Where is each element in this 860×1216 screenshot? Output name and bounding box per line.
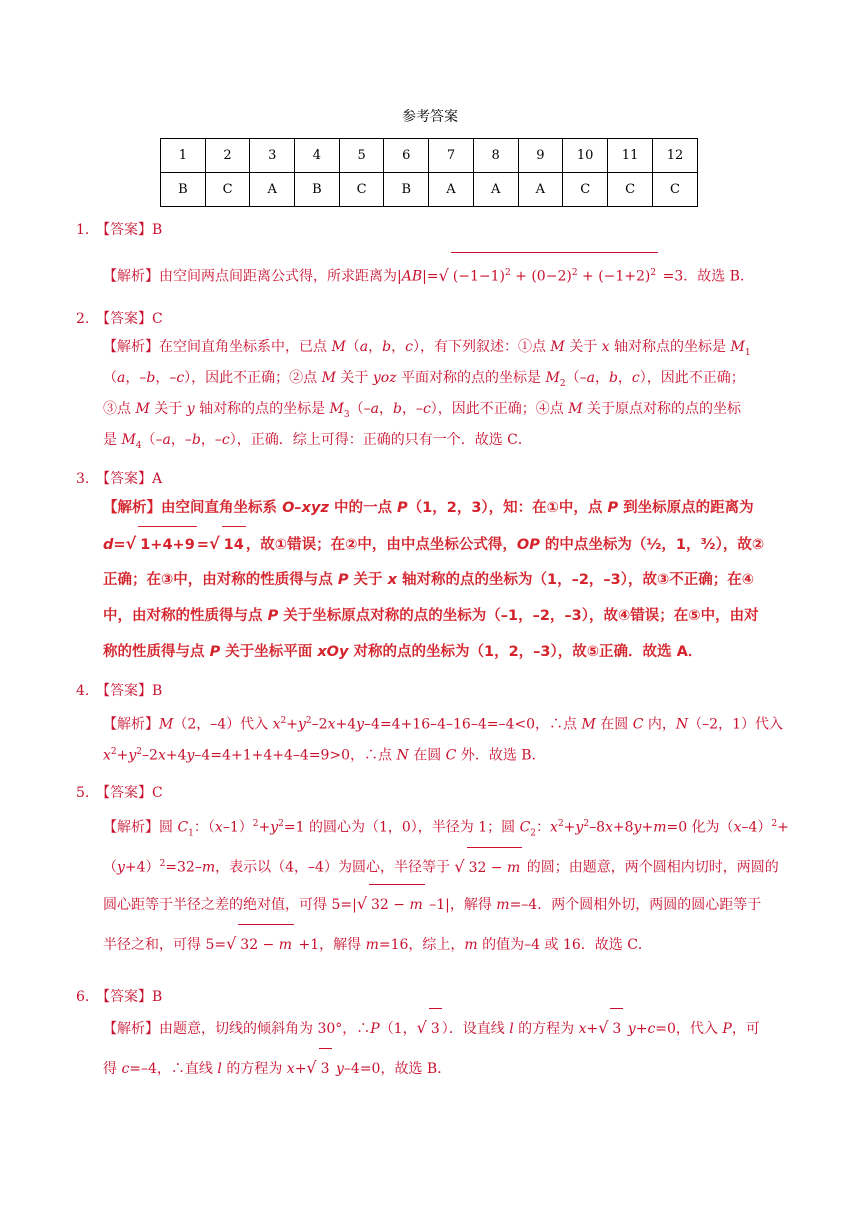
- table-row-answers: [161, 173, 698, 207]
- table-cell: 5: [339, 139, 384, 173]
- table-cell: B: [384, 173, 429, 207]
- item-number: 6.: [76, 989, 90, 1005]
- explanation-1: 【解析】由空间两点间距离公式得，所求距离为|AB|=√ $(-1-1)^2 + (0-2)^2 + (-1+2)^2 =3$．故选 B．: [103, 252, 793, 292]
- answer-6: [76, 986, 162, 1006]
- table-cell: 11: [608, 139, 653, 173]
- table-cell: C: [608, 173, 653, 207]
- answer-4: [76, 680, 162, 700]
- table-cell: 9: [518, 139, 563, 173]
- table-cell: A: [429, 173, 474, 207]
- explanation-3: 【解析】由空间直角坐标系 O–xyz 中的一点 P（1，2，3），知：在①中，点 P 到坐标原点的距离为 d=√ 1+4+9 =√ 14 ，故①错误；在②中，由中点坐标公式得，OP 的中点坐标为（½，1，³⁄₂），故② 正确；在③中，由对称的性质得与点 P 关于 x 轴对称的点的坐标为（1，–2，–3），故③不正确；在④ 中，由对称的性质得与点 P 关于坐标原点对称的点的坐标为（–1，–2，–3），故④错误；在⑤中，由对 称的性质得与点 P 关于坐标平面 xOy 对称的点的坐标为（1，2，–3），故⑤正确．故选 A．: [103, 490, 793, 670]
- answer-3: [76, 468, 162, 488]
- table-cell: B: [295, 173, 340, 207]
- table-cell: A: [518, 173, 563, 207]
- explanation-2: 【解析】在空间直角坐标系中，已点 M（a，b，c），有下列叙述：①点 M 关于 x 轴对称点的坐标是 $M_1$ （a，–b，–c），因此不正确；②点 M 关于 yoz 平面对称的点的坐标是 $M_2(-a$，b，c），因此不正确； ③点 M 关于 y 轴对称的点的坐标是 $M_3(-a$，b，–c），因此不正确；④点 M 关于原点对称的点的坐标 是 $M_4(-a$，–b，–c），正确．综上可得：正确的只有一个．故选 C．: [103, 339, 751, 451]
- answer-table: [160, 138, 698, 207]
- item-number: 5.: [76, 785, 90, 801]
- table-cell: C: [205, 173, 250, 207]
- answer-2: [76, 308, 163, 328]
- table-cell: 4: [295, 139, 340, 173]
- table-cell: C: [339, 173, 384, 207]
- table-row-numbers: [161, 139, 698, 173]
- table-cell: B: [161, 173, 206, 207]
- table-cell: 12: [653, 139, 698, 173]
- answer-label: 【答案】C: [96, 785, 163, 801]
- item-number: 2.: [76, 311, 90, 327]
- explanation-6: 【解析】由题意，切线的倾斜角为 30°，∴P（1，√ 3 ）．设直线 l 的方程为 x+√ 3 y+c=0，代入 P，可 得 c=–4，∴直线 l 的方程为 x+√ 3 y–4=0，故选 B．: [103, 1008, 793, 1088]
- table-cell: 7: [429, 139, 474, 173]
- answer-label: 【答案】C: [96, 311, 163, 327]
- explanation-4: 【解析】M（2，–4）代入 $x^2+y^2-2x+4y-4=4+16-4-16-4=-4<0$，∴点 M 在圆 C 内，N（–2，1）代入 $x^2+y^2-2x+4y-4=4+1+4+4-4=9>0$，∴点 N 在圆 C 外．故选 B．: [103, 716, 783, 764]
- answer-label: 【答案】B: [96, 989, 163, 1005]
- table-cell: 6: [384, 139, 429, 173]
- page-title: 参考答案: [402, 109, 458, 125]
- table-cell: 2: [205, 139, 250, 173]
- table-cell: 3: [250, 139, 295, 173]
- table-cell: 1: [161, 139, 206, 173]
- answer-5: [76, 782, 163, 802]
- answer-label: 【答案】B: [96, 683, 163, 699]
- answer-label: 【答案】B: [96, 222, 163, 238]
- table-cell: A: [250, 173, 295, 207]
- answer-1: [76, 219, 162, 239]
- item-number: 3.: [76, 471, 90, 487]
- table-cell: 10: [563, 139, 608, 173]
- answer-label: 【答案】A: [96, 471, 163, 487]
- explanation-5: 【解析】圆 $C_1$：$(x-1)^2+y^2=1$ 的圆心为（1，0），半径为 1；圆 $C_2$：$x^2+y^2-8x+8y+m=0$ 化为$(x-4)^2+$ $(y+4)^2=32-m$，表示以（4，–4）为圆心，半径等于 √ 32 − m 的圆；由题意，两个圆相内切时，两圆的 圆心距等于半径之差的绝对值，可得 5=|√ 32 − m –1|，解得 m=–4．两个圆相外切，两圆的圆心距等于 半径之和，可得 5=√ 32 − m +1，解得 m=16，综上，m 的值为–4 或 16．故选 C．: [103, 804, 793, 964]
- table-cell: A: [473, 173, 518, 207]
- item-number: 1.: [76, 222, 90, 238]
- table-cell: 8: [473, 139, 518, 173]
- table-cell: C: [563, 173, 608, 207]
- table-cell: C: [653, 173, 698, 207]
- item-number: 4.: [76, 683, 90, 699]
